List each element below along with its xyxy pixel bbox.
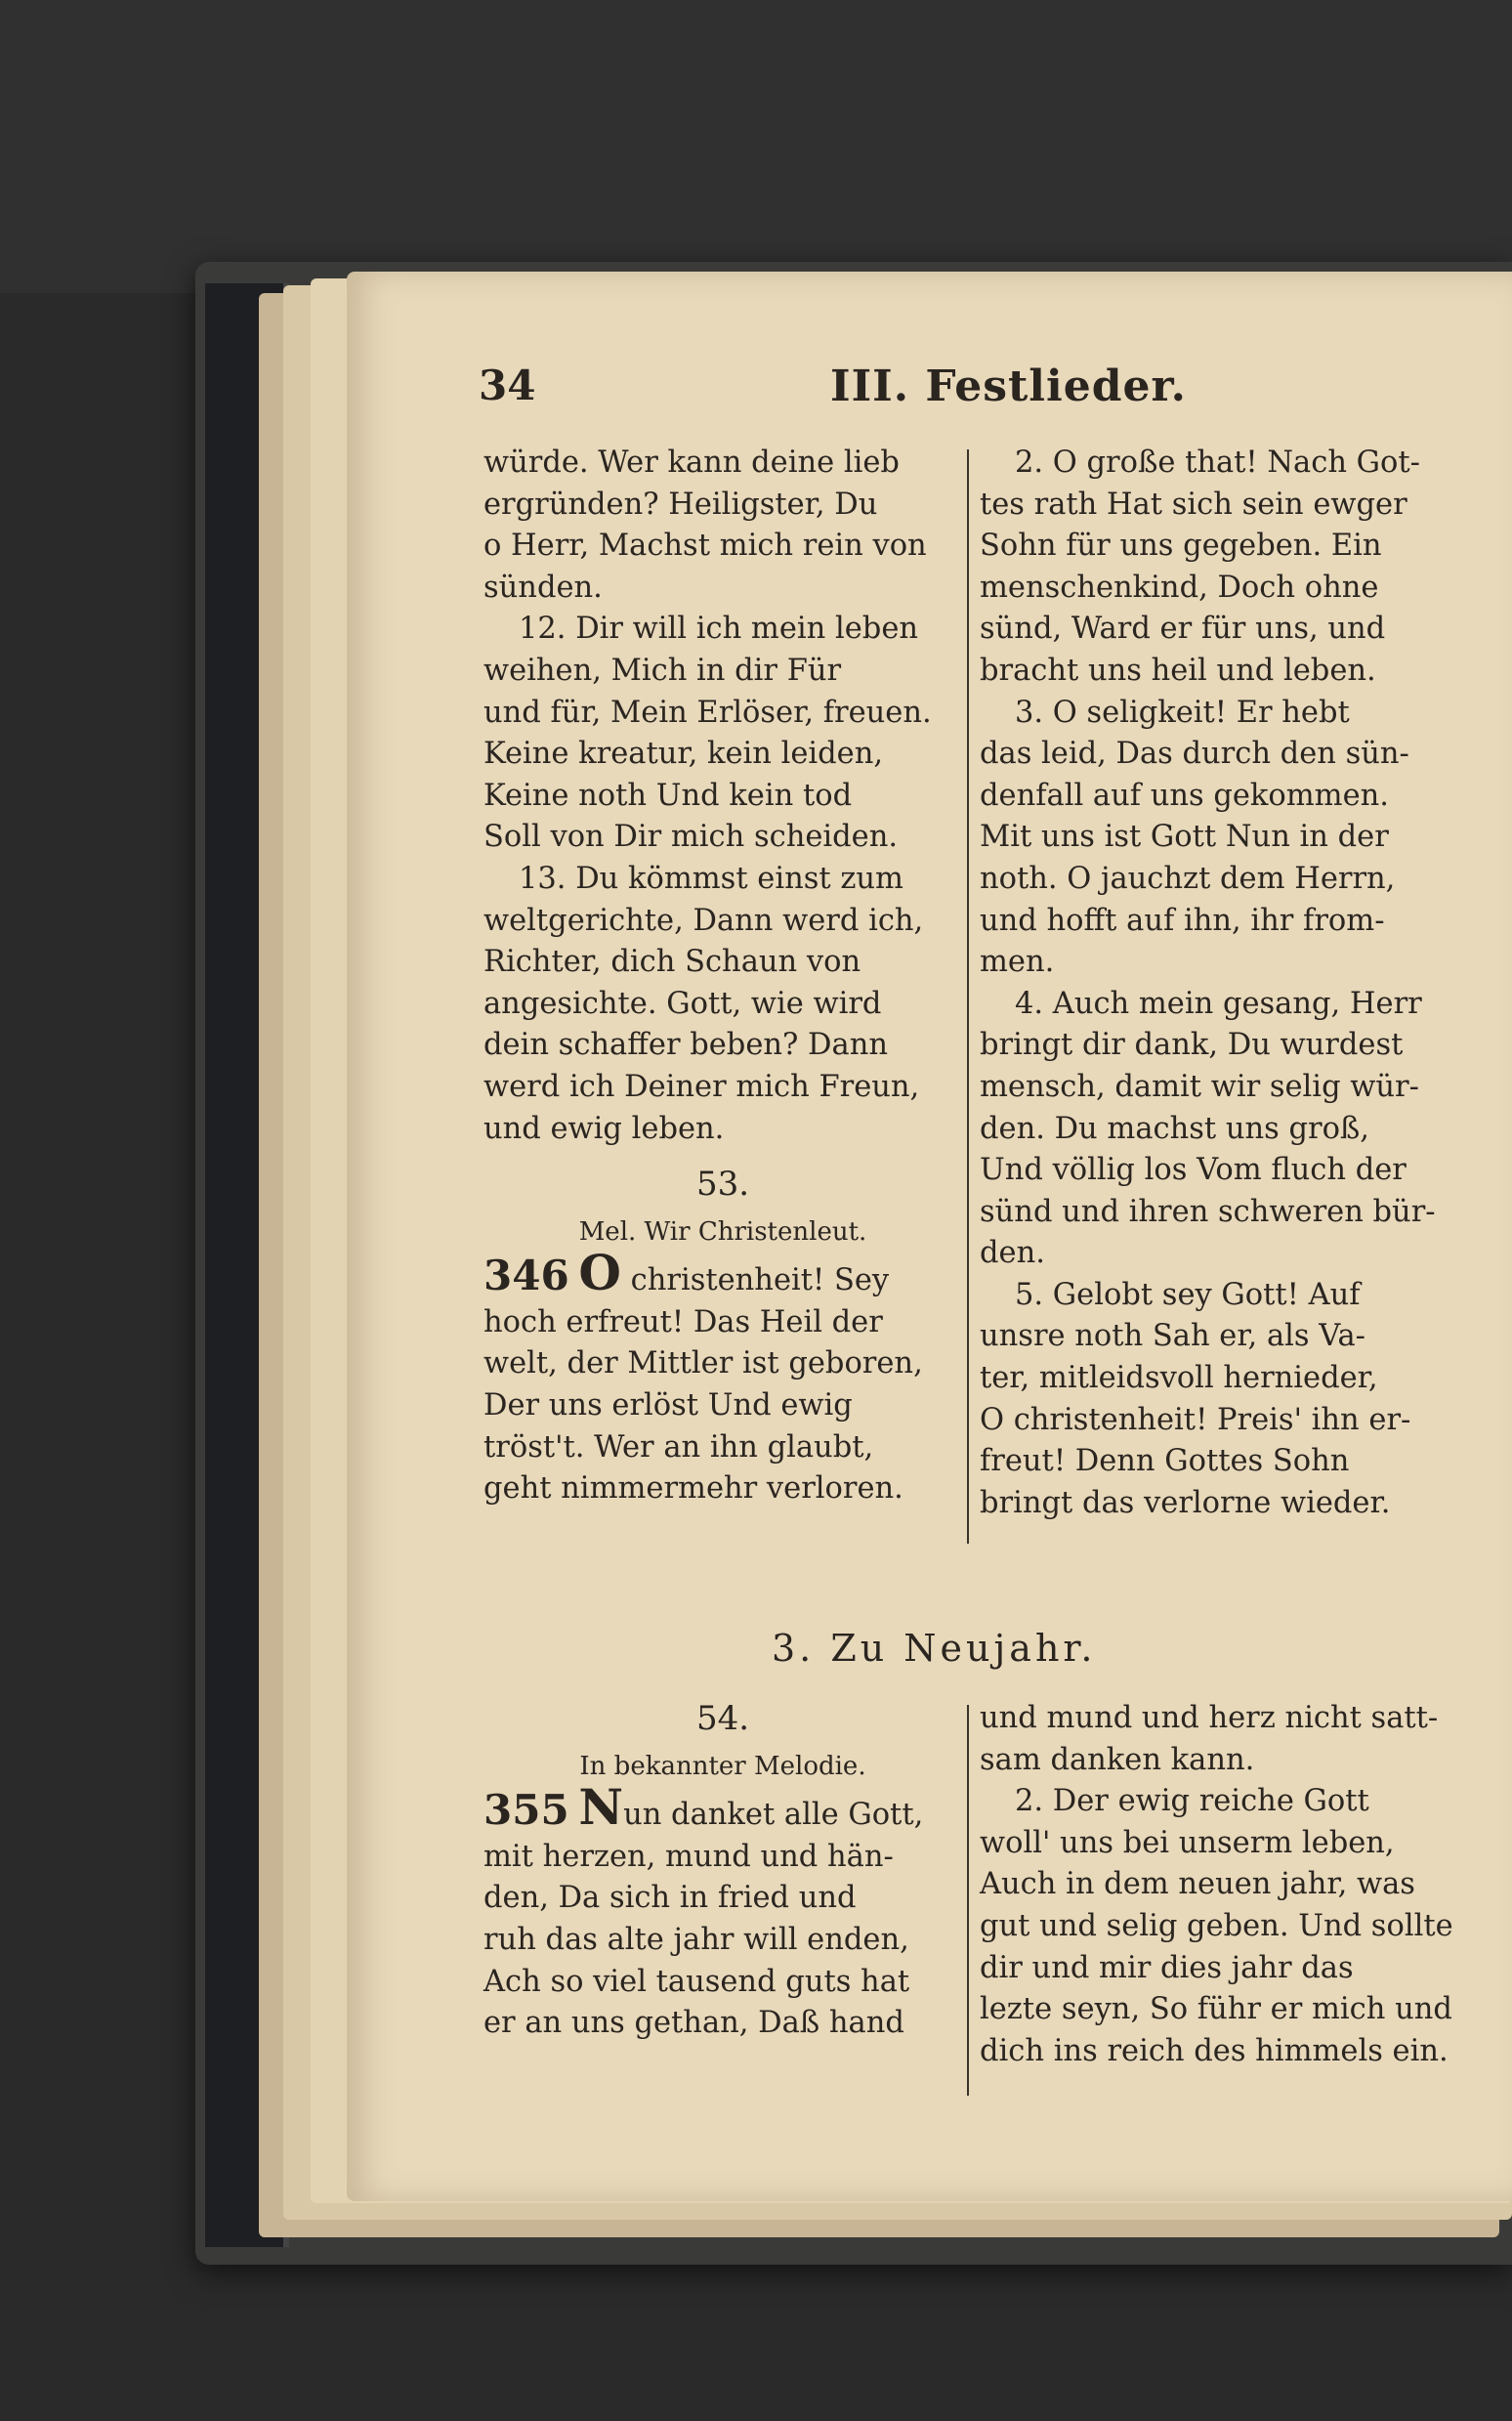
text-line: dir und mir dies jahr das — [980, 1950, 1354, 1985]
text-line: werd ich Deiner mich Freun, — [483, 1069, 920, 1104]
text-line: weltgerichte, Dann werd ich, — [483, 903, 924, 938]
text-line: ruh das alte jahr will enden, — [483, 1922, 909, 1957]
text-line: denfall auf uns gekommen. — [980, 778, 1389, 813]
text-line: unsre noth Sah er, als Va- — [980, 1319, 1365, 1354]
subsection-title: 3. Zu Neujahr. — [772, 1627, 1097, 1670]
text-line: und für, Mein Erlöser, freuen. — [483, 695, 932, 730]
text-line: lezte seyn, So führ er mich und — [980, 1992, 1452, 2027]
text-line: geht nimmermehr verloren. — [483, 1471, 903, 1507]
verse-number: 355 — [483, 1786, 569, 1835]
text-line: Mit uns ist Gott Nun in der — [980, 820, 1389, 855]
top-left-column — [483, 443, 962, 1510]
text-line: und hofft auf ihn, ihr from- — [980, 903, 1385, 938]
text-line: Sohn für uns gegeben. Ein — [980, 529, 1382, 564]
text-line: menschenkind, Doch ohne — [980, 570, 1379, 605]
text-line: angesichte. Gott, wie wird — [483, 986, 882, 1021]
hymn-number: 53. — [695, 1165, 750, 1205]
text-line: welt, der Mittler ist geboren, — [483, 1346, 923, 1381]
text-line: tröst't. Wer an ihn glaubt, — [483, 1429, 874, 1465]
text-line: und ewig leben. — [483, 1111, 725, 1146]
text-line: tes rath Hat sich sein ewger — [980, 487, 1407, 522]
text-line: freut! Denn Gottes Sohn — [980, 1444, 1350, 1479]
first-line-text: christenheit! Sey — [630, 1263, 890, 1298]
text-line: hoch erfreut! Das Heil der — [483, 1304, 883, 1339]
text-line: Soll von Dir mich scheiden. — [483, 820, 899, 855]
text-line: Keine kreatur, kein leiden, — [483, 737, 884, 772]
bottom-left-column — [483, 1698, 962, 2045]
melody-line: Mel. Wir Christenleut. — [578, 1216, 867, 1247]
text-line: den, Da sich in fried und — [483, 1881, 857, 1916]
text-line: den. Du machst uns groß, — [980, 1111, 1370, 1146]
text-line: mit herzen, mund und hän- — [483, 1839, 894, 1874]
text-line: Und völlig los Vom fluch der — [980, 1153, 1407, 1188]
text-line: 2. O große that! Nach Got- — [1015, 446, 1420, 480]
text-line: Ach so viel tausend guts hat — [483, 1964, 910, 1999]
first-line-text: un danket alle Gott, — [623, 1798, 924, 1833]
hymn-number: 54. — [695, 1699, 750, 1738]
text-line: würde. Wer kann deine lieb — [483, 446, 900, 480]
text-line: das leid, Das durch den sün- — [980, 737, 1409, 772]
page-number: 34 — [479, 361, 536, 409]
bottom-right-column — [980, 1698, 1458, 2072]
text-line: Richter, dich Schaun von — [483, 945, 861, 980]
text-line: O christenheit! Preis' ihn er- — [980, 1402, 1411, 1437]
section-title: III. Festlieder. — [830, 361, 1187, 411]
text-line: er an uns gethan, Daß hand — [483, 2006, 904, 2041]
text-line: 5. Gelobt sey Gott! Auf — [1015, 1277, 1361, 1312]
hymn-first-line — [483, 1244, 962, 1302]
text-line: dich ins reich des himmels ein. — [980, 2033, 1449, 2068]
text-line: woll' uns bei unserm leben, — [980, 1825, 1395, 1860]
text-line: noth. O jauchzt dem Herrn, — [980, 861, 1396, 896]
text-line: 2. Der ewig reiche Gott — [1015, 1784, 1369, 1819]
text-line: 12. Dir will ich mein leben — [519, 612, 919, 647]
text-line: und mund und herz nicht satt- — [980, 1701, 1439, 1735]
text-line: bracht uns heil und leben. — [980, 653, 1376, 688]
running-header — [479, 361, 1465, 420]
text-line: o Herr, Machst mich rein von — [483, 529, 927, 564]
text-line: sünd, Ward er für uns, und — [980, 612, 1386, 647]
text-line: 13. Du kömmst einst zum — [519, 861, 903, 896]
text-line: bringt dir dank, Du wurdest — [980, 1028, 1404, 1063]
background-surface — [0, 0, 1512, 293]
hymn-first-line — [483, 1778, 962, 1837]
text-line: 4. Auch mein gesang, Herr — [1015, 986, 1422, 1021]
melody-line: In bekannter Melodie. — [579, 1751, 866, 1781]
text-line: sünden. — [483, 570, 603, 605]
initial-letter: O — [578, 1244, 621, 1302]
text-line: den. — [980, 1236, 1045, 1271]
verse-number: 346 — [483, 1252, 569, 1300]
text-line: ter, mitleidsvoll hernieder, — [980, 1361, 1378, 1396]
initial-letter: N — [578, 1778, 624, 1837]
text-line: bringt das verlorne wieder. — [980, 1485, 1391, 1520]
text-line: ergründen? Heiligster, Du — [483, 487, 878, 522]
text-line: sünd und ihren schweren bür- — [980, 1194, 1436, 1229]
top-right-column — [980, 443, 1458, 1524]
text-line: men. — [980, 945, 1055, 980]
text-line: weihen, Mich in dir Für — [483, 653, 842, 688]
column-divider — [967, 1705, 969, 2096]
text-line: mensch, damit wir selig wür- — [980, 1069, 1419, 1104]
text-line: sam danken kann. — [980, 1742, 1255, 1777]
text-line: gut und selig geben. Und sollte — [980, 1908, 1453, 1943]
text-line: 3. O seligkeit! Er hebt — [1015, 695, 1350, 730]
text-line: Auch in dem neuen jahr, was — [980, 1867, 1415, 1902]
text-line: Keine noth Und kein tod — [483, 778, 853, 813]
text-line: Der uns erlöst Und ewig — [483, 1388, 853, 1423]
column-divider — [967, 449, 969, 1544]
text-line: dein schaffer beben? Dann — [483, 1028, 888, 1063]
